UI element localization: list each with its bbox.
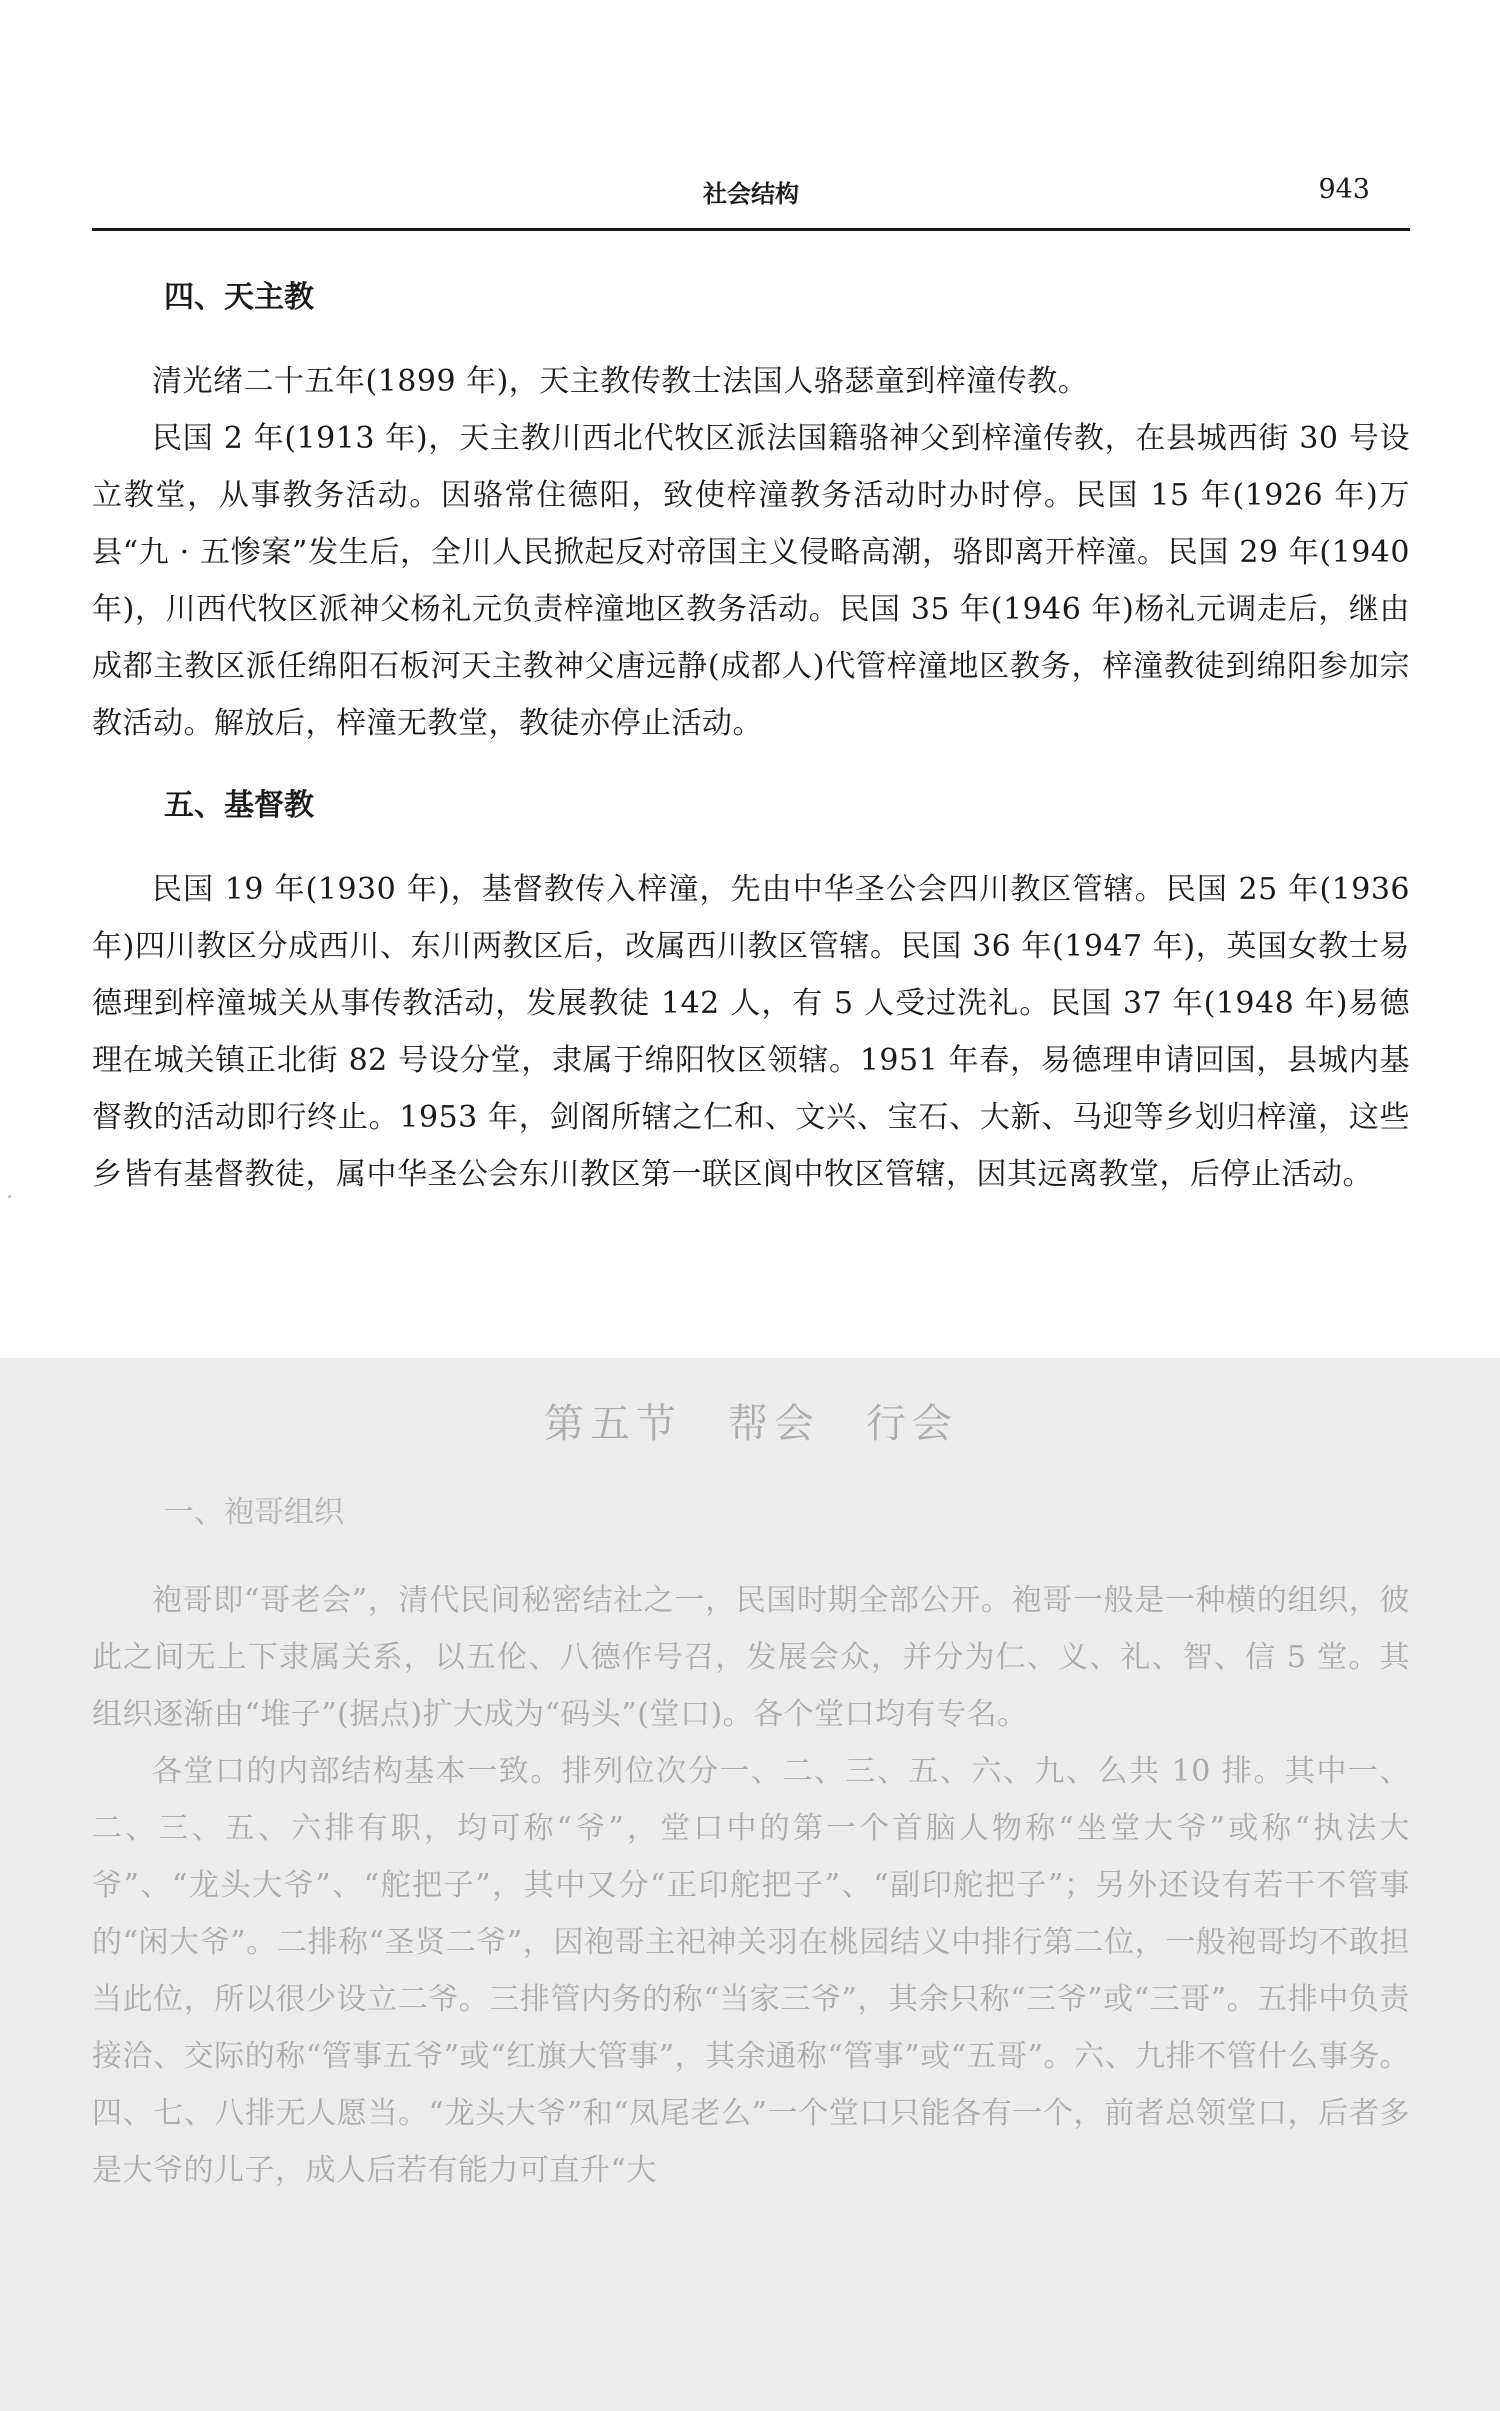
scan-speck: [8, 1195, 11, 1198]
body-text: [92, 278, 1410, 1203]
section-heading-catholicism: 四、天主教: [164, 280, 314, 315]
paragraph: 民国 19 年(1930 年)，基督教传入梓潼，先由中华圣公会四川教区管辖。民国 25 年(1936 年)四川教区分成西川、东川两教区后，改属西川教区管辖。民国 36 年(1947 年)，英国女教士易德理到梓潼城关从事传教活动，发展教徒 142 人，有 5 人受过洗礼。民国 37 年(1948 年)易德理在城关镇正北街 82 号设分堂，隶属于绵阳牧区领辖。1951 年春，易德理申请回国，县城内基督教的活动即行终止。1953 年，剑阁所辖之仁和、文兴、宝石、大新、马迎等乡划归梓潼，这些乡皆有基督教徒，属中华圣公会东川教区第一联区阆中牧区管辖，因其远离教堂，后停止活动。: [92, 872, 1410, 1192]
paragraph: 清光绪二十五年(1899 年)，天主教传教士法国人骆瑟童到梓潼传教。: [152, 364, 1089, 399]
faded-content: [92, 1392, 1410, 2199]
page-header: [92, 168, 1410, 231]
faded-overlay-region: [0, 1358, 1500, 2411]
paragraph: 各堂口的内部结构基本一致。排列位次分一、二、三、五、六、九、么共 10 排。其中一、二、三、五、六排有职，均可称“爷”，堂口中的第一个首脑人物称“坐堂大爷”或称“执法大爷”、“龙头大爷”、“舵把子”，其中又分“正印舵把子”、“副印舵把子”；另外还设有若干不管事的“闲大爷”。二排称“圣贤二爷”，因袍哥主祀神关羽在桃园结义中排行第二位，一般袍哥均不敢担当此位，所以很少设立二爷。三排管内务的称“当家三爷”，其余只称“三爷”或“三哥”。五排中负责接洽、交际的称“管事五爷”或“红旗大管事”，其余通称“管事”或“五哥”。六、九排不管什么事务。四、七、八排无人愿当。“龙头大爷”和“凤尾老么”一个堂口只能各有一个，前者总领堂口，后者多是大爷的儿子，成人后若有能力可直升“大: [92, 1754, 1410, 2188]
paragraph: 袍哥即“哥老会”，清代民间秘密结社之一，民国时期全部公开。袍哥一般是一种横的组织，彼此之间无上下隶属关系，以五伦、八德作号召，发展会众，并分为仁、义、礼、智、信 5 堂。其组织逐渐由“堆子”(据点)扩大成为“码头”(堂口)。各个堂口均有专名。: [92, 1583, 1410, 1732]
section-heading-christianity: 五、基督教: [164, 788, 314, 823]
chapter-section-title: 第五节 帮会 行会: [544, 1401, 958, 1447]
running-title: 社会结构: [703, 180, 799, 208]
section-heading-paoge: 一、袍哥组织: [164, 1495, 344, 1530]
page-number: 943: [1318, 174, 1370, 205]
paragraph: 民国 2 年(1913 年)，天主教川西北代牧区派法国籍骆神父到梓潼传教，在县城西街 30 号设立教堂，从事教务活动。因骆常住德阳，致使梓潼教务活动时办时停。民国 15 年(1926 年)万县“九 · 五惨案”发生后，全川人民掀起反对帝国主义侵略高潮，骆即离开梓潼。民国 29 年(1940 年)，川西代牧区派神父杨礼元负责梓潼地区教务活动。民国 35 年(1946 年)杨礼元调走后，继由成都主教区派任绵阳石板河天主教神父唐远静(成都人)代管梓潼地区教务，梓潼教徒到绵阳参加宗教活动。解放后，梓潼无教堂，教徒亦停止活动。: [92, 421, 1410, 741]
